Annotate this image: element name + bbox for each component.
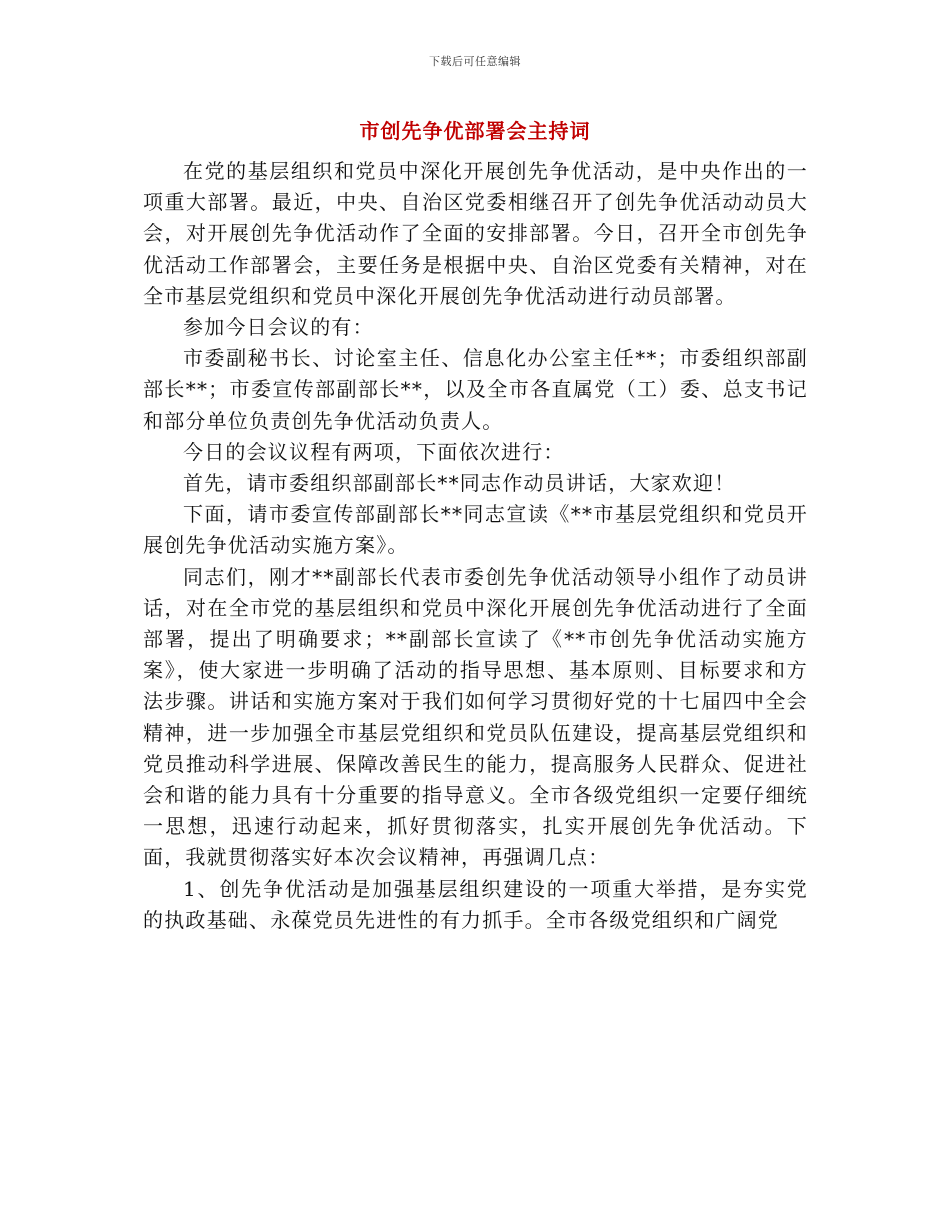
- paragraph-agenda-item-1: 首先，请市委组织部副部长**同志作动员讲话，大家欢迎！: [183, 471, 736, 496]
- document-title: 市创先争优部署会主持词: [359, 119, 591, 143]
- header-note: 下载后可任意编辑: [429, 55, 521, 68]
- paragraph-attendees-heading: 参加今日会议的有：: [183, 315, 374, 340]
- paragraph-agenda: 今日的会议议程有两项，下面依次进行：: [183, 439, 565, 464]
- document-body: [143, 156, 808, 936]
- paragraph-agenda-item-2: 下面，请市委宣传部副部长**同志宣读《**市基层党组织和党员开展创先争优活动实施方案》。: [143, 502, 808, 558]
- paragraph-summary: 同志们，刚才**副部长代表市委创先争优活动领导小组作了动员讲话，对在全市党的基层组织和党员中深化开展创先争优活动进行了全面部署，提出了明确要求；**副部长宣读了《**市创先争优活动实施方案》，使大家进一步明确了活动的指导思想、基本原则、目标要求和方法步骤。讲话和实施方案对于我们如何学习贯彻好党的十七届四中全会精神，进一步加强全市基层党组织和党员队伍建设，提高基层党组织和党员推动科学进展、保障改善民生的能力，提高服务人民群众、促进社会和谐的能力具有十分重要的指导意义。全市各级党组织一定要仔细统一思想，迅速行动起来，抓好贯彻落实，扎实开展创先争优活动。下面，我就贯彻落实好本次会议精神，再强调几点：: [143, 564, 808, 870]
- paragraph-point-1: 1、创先争优活动是加强基层组织建设的一项重大举措，是夯实党的执政基础、永葆党员先进性的有力抓手。全市各级党组织和广阔党: [143, 876, 808, 932]
- paragraph-attendees-list: 市委副秘书长、讨论室主任、信息化办公室主任**；市委组织部副部长**；市委宣传部副部长**，以及全市各直属党（工）委、总支书记和部分单位负责创先争优活动负责人。: [143, 346, 808, 433]
- paragraph-intro: 在党的基层组织和党员中深化开展创先争优活动，是中央作出的一项重大部署。最近，中央、自治区党委相继召开了创先争优活动动员大会，对开展创先争优活动作了全面的安排部署。今日，召开全市创先争优活动工作部署会，主要任务是根据中央、自治区党委有关精神，对在全市基层党组织和党员中深化开展创先争优活动进行动员部署。: [143, 159, 808, 308]
